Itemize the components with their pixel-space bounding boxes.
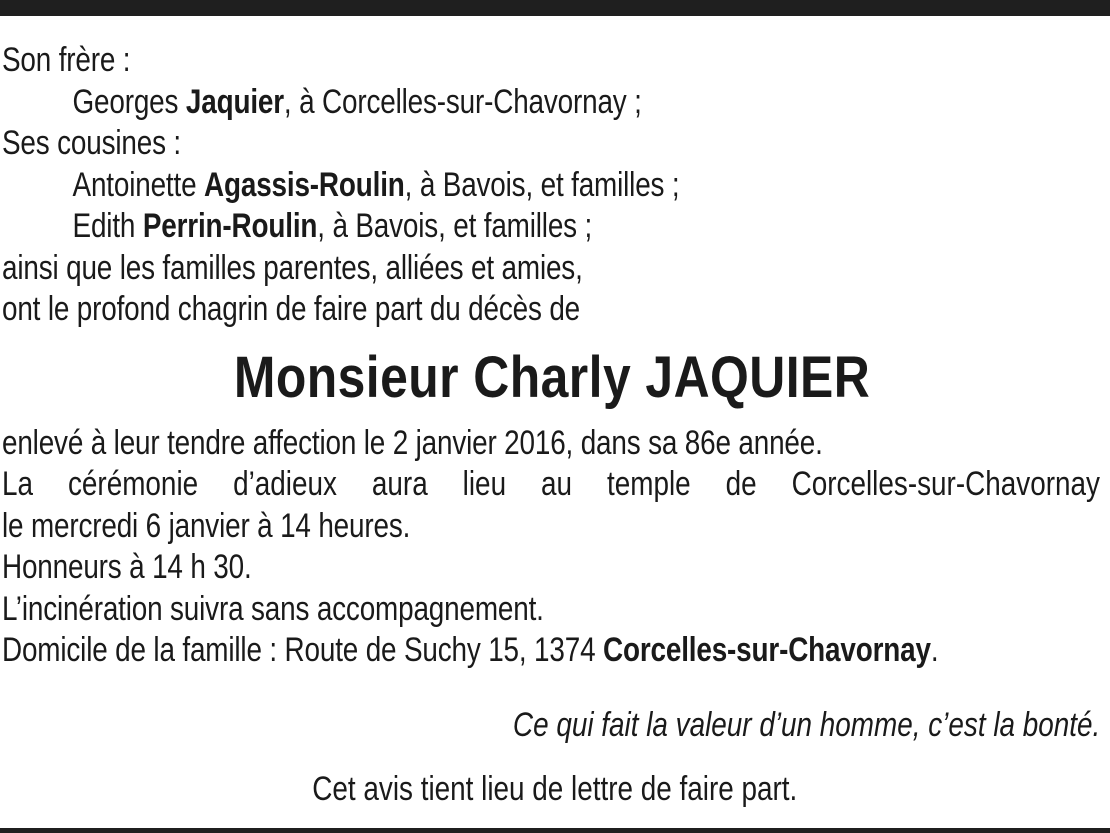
motto-quote: Ce qui fait la valeur d’un homme, c’est la bonté.	[512, 706, 1100, 744]
cousin-entry-1	[2, 165, 904, 207]
cousin-entry-2	[2, 206, 904, 248]
details-line-4: Honneurs à 14 h 30.	[2, 548, 252, 586]
ceremony-word: cérémonie	[67, 465, 199, 503]
brother-first-name: Georges	[72, 82, 186, 121]
domicile-prefix: Domicile de la famille : Route de Suchy 15, 1374	[2, 631, 604, 669]
domicile-line	[2, 630, 939, 672]
ceremony-word: d’adieux	[233, 465, 337, 503]
ceremony-line	[2, 464, 1100, 506]
cousin2-first-name: Edith	[72, 207, 143, 245]
cousin1-first-name: Antoinette	[72, 165, 205, 204]
ceremony-word: Corcelles-sur-Chavornay	[791, 465, 1100, 503]
footer-text: Cet avis tient lieu de lettre de faire part.	[312, 770, 798, 808]
top-rule	[0, 0, 1110, 16]
ceremony-word: au	[541, 465, 573, 503]
obituary-body	[2, 40, 1102, 672]
details-line-3: le mercredi 6 janvier à 14 heures.	[2, 506, 411, 545]
brother-location: , à Corcelles-sur-Chavornay ;	[283, 82, 642, 121]
deceased-name: Monsieur Charly JAQUIER	[233, 344, 871, 410]
announcement-line: ont le profond chagrin de faire part du décès de	[2, 290, 581, 328]
footer-note	[0, 770, 1110, 809]
details-line-1: enlevé à leur tendre affection le 2 janvier 2016, dans sa 86e année.	[2, 423, 823, 462]
ceremony-word: lieu	[462, 465, 507, 503]
domicile-place: Corcelles-sur-Chavornay	[603, 631, 931, 669]
details-line-5: L’incinération suivra sans accompagnement.	[2, 589, 544, 628]
bottom-rule	[0, 828, 1110, 833]
cousin2-location: , à Bavois, et familles ;	[317, 207, 593, 245]
cousin1-location: , à Bavois, et familles ;	[404, 165, 680, 204]
ceremony-word: aura	[371, 465, 428, 503]
relatives-line: ainsi que les familles parentes, alliées et amies,	[2, 248, 583, 287]
ceremony-word: temple	[607, 465, 691, 503]
cousin2-last-name: Perrin-Roulin	[142, 207, 318, 245]
brother-last-name: Jaquier	[185, 82, 284, 121]
ceremony-word: de	[725, 465, 757, 503]
cousins-label: Ses cousines :	[2, 124, 182, 162]
brother-entry	[2, 82, 904, 124]
cousin1-last-name: Agassis-Roulin	[204, 165, 405, 204]
brother-label: Son frère :	[2, 41, 131, 79]
domicile-suffix: .	[930, 631, 939, 669]
ceremony-word: La	[2, 465, 34, 503]
